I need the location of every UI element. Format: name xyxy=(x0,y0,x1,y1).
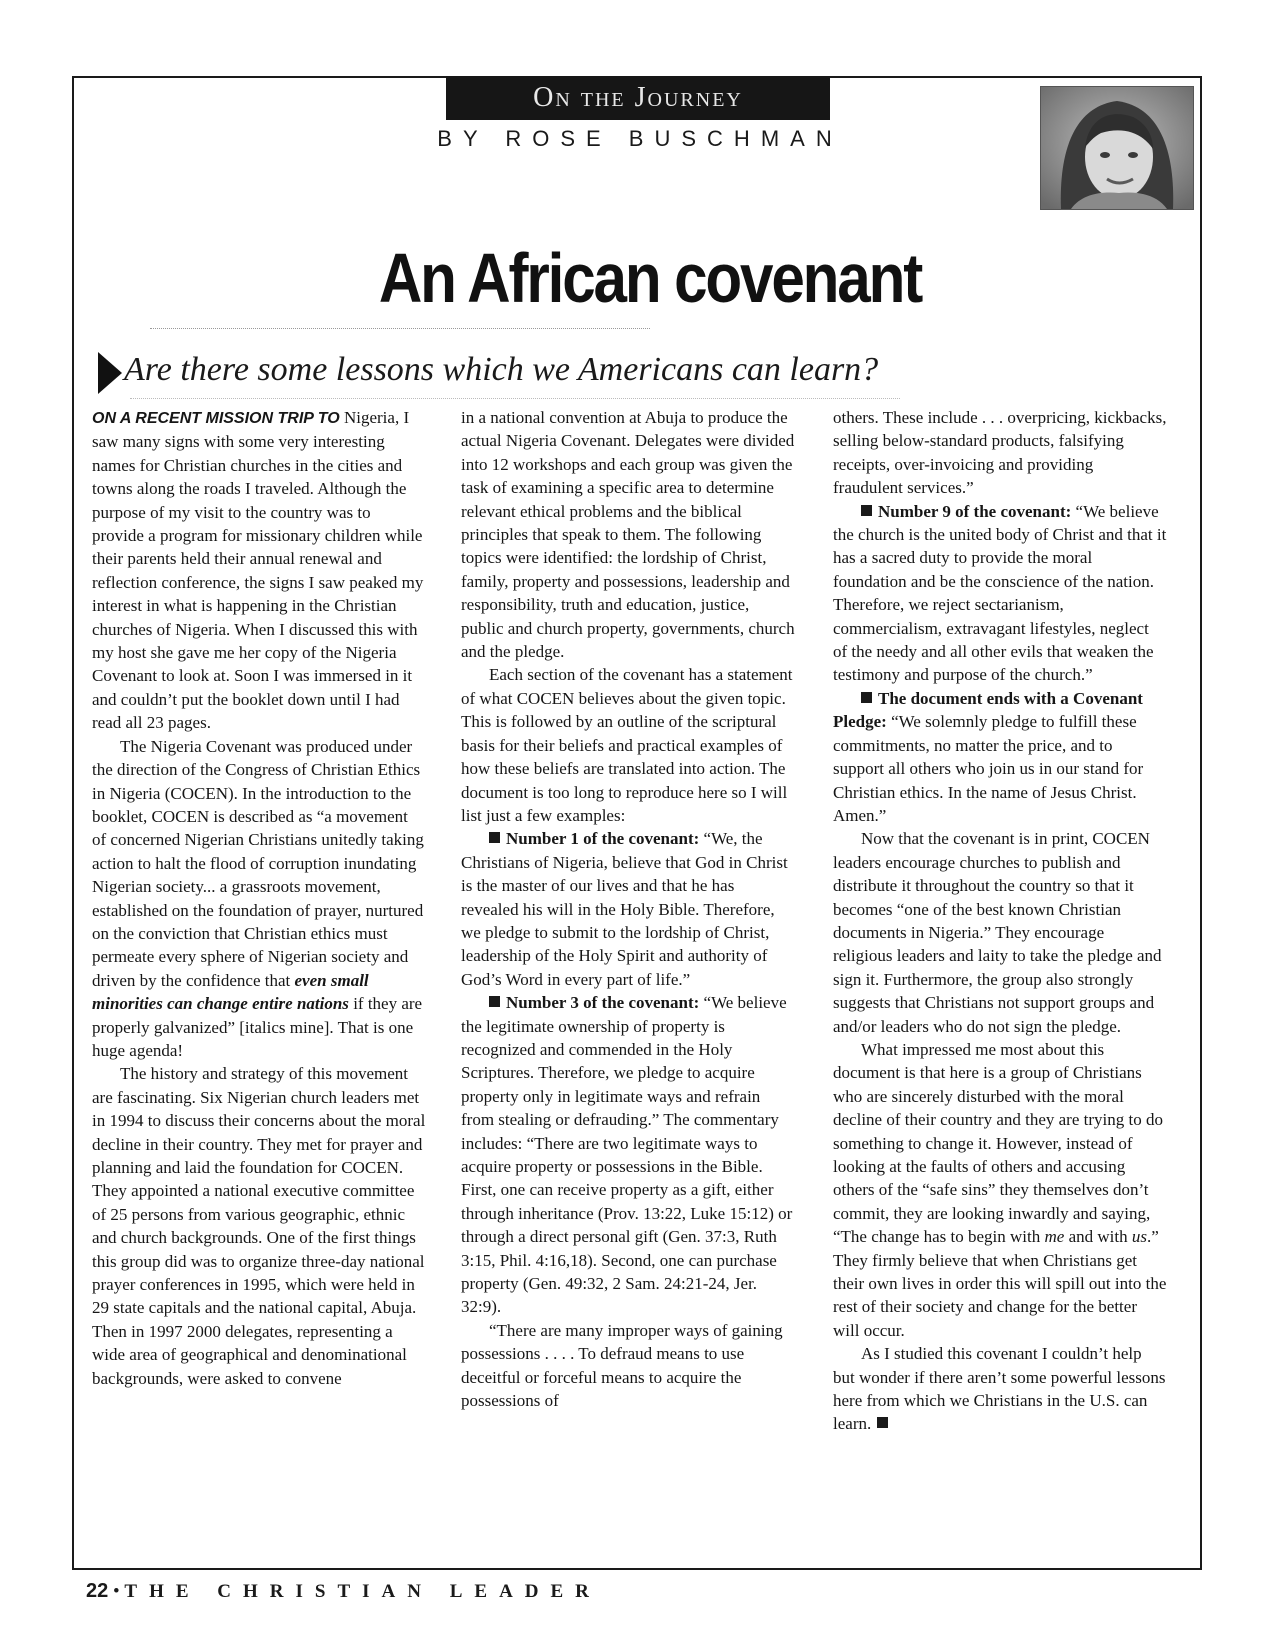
covenant-item: Number 1 of the covenant: “We, the Christians of Nigeria, believe that God in Christ is the master of our lives and that he has revealed his will in the Holy Bible. Therefore, we pledge to submit to the lordship of Christ, leadership of the Holy Spirit and authority of God’s Word in every part of life.” xyxy=(461,829,788,989)
paragraph: ON A RECENT MISSION TRIP TO Nigeria, I saw many signs with some very interesting names for Christian churches in the cities and towns along the roads I traveled. Although the purpose of my visit to the country was to provide a program for missionary children while their parents held their annual renewal and reflection conference, the signs I saw peaked my interest in what is happening in the Christian churches of Nigeria. When I discussed this with my host she gave me her copy of the Nigeria Covenant to look at. Soon I was immersed in it and couldn’t put the booklet down until I had read all 23 pages. xyxy=(92,408,424,733)
column-header: On the Journey xyxy=(446,76,830,120)
paragraph: The Nigeria Covenant was produced under the direction of the Congress of Christian Ethics in Nigeria (COCEN). In the introduction to the booklet, COCEN is described as “a movement of concerned Nigerian Christians unitedly taking action to halt the flood of corruption inundating Nigerian society... a grassroots movement, established on the foundation of prayer, nurtured on the conviction that Christian ethics must permeate every sphere of Nigerian society and driven by the confidence that even small minorities can change entire nations if they are properly galvanized” [italics mine]. That is one huge agenda! xyxy=(92,736,424,1060)
paragraph: The history and strategy of this movement are fascinating. Six Nigerian church leaders met in 1994 to discuss their concerns about the moral decline in their country. They met for prayer and planning and laid the foundation for COCEN. They appointed a national executive committee of 25 persons from various geographic, ethnic and church backgrounds. One of the first things this group did was to organize three-day national prayer conferences in 1995, which were held in 29 state capitals and the national capital, Abuja. Then in 1997 2000 delegates, representing a wide area of geographical and denominational backgrounds, were asked to convene xyxy=(92,1064,426,1388)
footer-separator: • xyxy=(113,1581,120,1602)
headline: An African covenant xyxy=(378,239,922,317)
paragraph: Now that the covenant is in print, COCEN leaders encourage churches to publish and distribute it throughout the country so that it becomes “one of the best known Christian documents in Nigeria.” They encourage religious leaders and laity to take the pledge and sign it. Furthermore, the group also strongly suggests that Christians not support groups and and/or leaders who do not sign the pledge. xyxy=(833,829,1162,1036)
bullet-square-icon xyxy=(489,996,500,1007)
page-number: 22 xyxy=(86,1580,109,1602)
paragraph: others. These include . . . overpricing, kickbacks, selling below-standard products, falsifying receipts, over-invoicing and providing fraudulent services.” xyxy=(833,408,1167,498)
emphasis: even small minorities can change entire nations xyxy=(92,970,369,1014)
bullet-square-icon xyxy=(489,832,500,843)
paragraph: in a national convention at Abuja to produce the actual Nigeria Covenant. Delegates were divided into 12 workshops and each group was given the task of examining a specific area to determine relevant ethical problems and the biblical principles that speak to them. The following topics were identified: the lordship of Christ, family, property and possessions, leadership and responsibility, truth and education, justice, public and church property, governments, church and the pledge. xyxy=(461,408,795,662)
deck-rule xyxy=(130,398,900,399)
article-column-1 xyxy=(92,406,426,1390)
covenant-item: The document ends with a Covenant Pledge: “We solemnly pledge to fulfill these commitments, no matter the price, and to support all others who join us in our stand for Christian ethics. In the name of Jesus Christ. Amen.” xyxy=(833,688,1144,825)
bullet-square-icon xyxy=(861,505,872,516)
page-footer xyxy=(86,1580,601,1603)
paragraph: As I studied this covenant I couldn’t help but wonder if there aren’t some powerful lessons here from which we Christians in the U.S. can learn. xyxy=(833,1344,1166,1434)
article-column-3 xyxy=(833,406,1167,1436)
article-column-2 xyxy=(461,406,795,1412)
bullet-square-icon xyxy=(861,692,872,703)
lead-in: ON A RECENT MISSION TRIP TO xyxy=(92,410,340,427)
headline-rule xyxy=(150,328,650,329)
covenant-item: Number 9 of the covenant: “We believe the church is the united body of Christ and that it has a sacred duty to provide the moral foundation and be the conscience of the nation. Therefore, we reject sectarianism, commercialism, extravagant lifestyles, neglect of the needy and all other evils that weaken the testimony and purpose of the church.” xyxy=(833,501,1167,685)
paragraph: Each section of the covenant has a statement of what COCEN believes about the given topic. This is followed by an outline of the scriptural basis for their beliefs and practical examples of how these beliefs are translated into action. The document is too long to reproduce here so I will list just a few examples: xyxy=(461,665,793,825)
covenant-item: Number 3 of the covenant: “We believe the legitimate ownership of property is recognized and commended in the Holy Scriptures. Therefore, we pledge to acquire property only in legitimate ways and refrain from stealing or defrauding.” The commentary includes: “There are two legitimate ways to acquire property or possessions in the Bible. First, one can receive property as a gift, either through inheritance (Prov. 13:22, Luke 15:12) or through a direct personal gift (Gen. 37:3, Ruth 3:15, Phil. 4:16,18). Second, one can purchase property (Gen. 49:32, 2 Sam. 24:21-24, Jer. 32:9). xyxy=(461,993,793,1317)
publication-name: THE CHRISTIAN LEADER xyxy=(124,1581,601,1602)
paragraph: “There are many improper ways of gaining possessions . . . . To defraud means to use deceitful or forceful means to acquire the possessions of xyxy=(461,1320,783,1411)
paragraph: What impressed me most about this document is that here is a group of Christians who are sincerely disturbed with the moral decline of their country and they are trying to do something to change it. However, instead of looking at the faults of others and accusing others of the “safe sins” they themselves don’t commit, they are looking inwardly and saying, “The change has to begin with me and with us.” They firmly believe that when Christians get their own lives in order this will spill out into the rest of their society and change for the better will occur. xyxy=(833,1039,1167,1340)
byline: BY ROSE BUSCHMAN xyxy=(437,126,843,151)
end-mark-icon xyxy=(877,1417,888,1428)
deck-subheadline: Are there some lessons which we Americans can learn? xyxy=(124,351,879,388)
author-photo xyxy=(1040,86,1194,210)
triangle-arrow-icon xyxy=(94,350,126,396)
